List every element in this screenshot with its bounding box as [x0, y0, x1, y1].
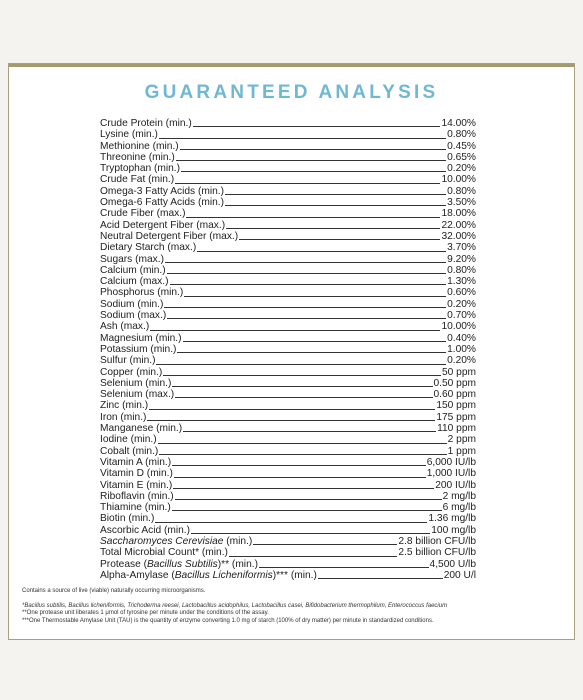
- nutrient-label: Calcium (max.): [100, 276, 169, 288]
- footnote-live-microorganisms: Contains a source of live (viable) naturally occurring microorganisms.: [22, 588, 206, 594]
- nutrient-label: Iron (min.): [100, 411, 147, 423]
- nutrient-label: Cobalt (min.): [100, 445, 159, 457]
- analysis-row: [100, 434, 476, 445]
- nutrient-label: Neutral Detergent Fiber (max.): [100, 230, 239, 242]
- leader-line: [197, 250, 446, 252]
- nutrient-value: 0.60 ppm: [433, 389, 476, 401]
- leader-line: [172, 464, 426, 466]
- nutrient-label: Iodine (min.): [100, 434, 157, 446]
- analysis-row: [100, 242, 476, 253]
- footnote-protease-unit: **One protease unit liberates 1 μmol of tyrosine per minute under the conditions of the assay.: [22, 610, 269, 617]
- nutrient-label: Sulfur (min.): [100, 355, 156, 367]
- analysis-row: [100, 254, 476, 265]
- nutrient-label: Ash (max.): [100, 321, 150, 333]
- nutrient-value: 1.30%: [447, 276, 476, 288]
- nutrient-label: Vitamin D (min.): [100, 468, 173, 480]
- nutrient-value: 18.00%: [441, 208, 476, 220]
- nutrient-value: 0.70%: [447, 310, 476, 322]
- nutrient-label: Vitamin A (min.): [100, 456, 172, 468]
- analysis-row: [100, 163, 476, 174]
- analysis-row: [100, 457, 476, 468]
- footnote-amylase-unit: ***One Thermostable Amylase Unit (TAU) is the quantity of enzyme converting 1.0 mg of starch (100% of dry matter) per minute in standardized conditions.: [22, 617, 434, 624]
- analysis-row: [100, 344, 476, 355]
- analysis-row: [100, 197, 476, 208]
- nutrient-label: Ascorbic Acid (min.): [100, 524, 191, 536]
- nutrient-label: Acid Detergent Fiber (max.): [100, 219, 226, 231]
- nutrient-label: Riboflavin (min.): [100, 490, 174, 502]
- analysis-row: [100, 287, 476, 298]
- leader-line: [177, 351, 446, 353]
- analysis-row: [100, 389, 476, 400]
- nutrient-value: 3.50%: [447, 197, 476, 209]
- page-title: GUARANTEED ANALYSIS: [144, 82, 439, 103]
- nutrient-value: 0.45%: [447, 140, 476, 152]
- analysis-row: [100, 570, 476, 581]
- leader-line: [183, 340, 447, 342]
- analysis-row: [100, 186, 476, 197]
- nutrient-label: Lysine (min.): [100, 129, 158, 141]
- nutrient-value: 10.00%: [441, 174, 476, 186]
- analysis-row: [100, 231, 476, 242]
- nutrient-value: 10.00%: [441, 321, 476, 333]
- analysis-row: [100, 502, 476, 513]
- leader-line: [149, 408, 435, 410]
- analysis-row: [100, 276, 476, 287]
- leader-line: [175, 396, 432, 398]
- nutrient-label: Saccharomyces Cerevisiae (min.): [100, 535, 253, 547]
- nutrient-value: 0.80%: [447, 264, 476, 276]
- nutrient-label: Protease (Bacillus Subtilis)** (min.): [100, 558, 258, 570]
- leader-line: [167, 317, 446, 319]
- nutrient-label: Threonine (min.): [100, 151, 175, 163]
- nutrient-label: Selenium (max.): [100, 389, 175, 401]
- leader-line: [225, 204, 446, 206]
- analysis-row: [100, 118, 476, 129]
- analysis-row: [100, 525, 476, 536]
- leader-line: [163, 374, 441, 376]
- nutrient-value: 0.80%: [447, 129, 476, 141]
- analysis-row: [100, 355, 476, 366]
- nutrient-label: Sodium (min.): [100, 298, 164, 310]
- leader-line: [318, 577, 443, 579]
- nutrient-label: Sodium (max.): [100, 310, 167, 322]
- nutrient-value: 200 IU/lb: [435, 479, 476, 491]
- nutrient-value: 1.00%: [447, 343, 476, 355]
- nutrient-value: 0.65%: [447, 151, 476, 163]
- analysis-row: [100, 265, 476, 276]
- analysis-row: [100, 310, 476, 321]
- footnote-organisms: *Bacillus subtilis, Bacillus licheniformis, Trichoderma reesei, Lactobacillus acidophilus, Lactobacillus casei, Bifidobacterium thermophilum, Enterococcus faecium: [22, 602, 448, 609]
- analysis-row: [100, 513, 476, 524]
- analysis-row: [100, 547, 476, 558]
- leader-line: [180, 148, 446, 150]
- footnotes: [22, 588, 567, 625]
- leader-line: [174, 476, 426, 478]
- leader-line: [226, 227, 440, 229]
- analysis-row: [100, 208, 476, 219]
- nutrient-value: 22.00%: [441, 219, 476, 231]
- leader-line: [164, 306, 446, 308]
- nutrient-value: 2 ppm: [447, 434, 476, 446]
- analysis-list: [100, 118, 476, 581]
- leader-line: [175, 498, 442, 500]
- nutrient-label: Sugars (max.): [100, 253, 164, 265]
- leader-line: [239, 238, 440, 240]
- leader-line: [193, 125, 441, 127]
- leader-line: [183, 430, 436, 432]
- leader-line: [229, 555, 397, 557]
- nutrient-value: 0.80%: [447, 185, 476, 197]
- nutrient-value: 1.36 mg/lb: [428, 513, 476, 525]
- analysis-row: [100, 299, 476, 310]
- nutrient-value: 150 ppm: [436, 400, 476, 412]
- nutrient-value: 200 U/l: [443, 569, 476, 581]
- nutrient-value: 3.70%: [447, 242, 476, 254]
- leader-line: [147, 419, 435, 421]
- analysis-row: [100, 141, 476, 152]
- leader-line: [159, 453, 446, 455]
- nutrient-value: 175 ppm: [436, 411, 476, 423]
- nutrient-value: 2 mg/lb: [442, 490, 476, 502]
- nutrient-label: Omega-3 Fatty Acids (min.): [100, 185, 224, 197]
- nutrient-value: 9.20%: [447, 253, 476, 265]
- nutrient-value: 0.40%: [447, 332, 476, 344]
- leader-line: [172, 509, 442, 511]
- nutrient-value: 0.20%: [447, 355, 476, 367]
- analysis-row: [100, 468, 476, 479]
- nutrient-value: 0.20%: [447, 163, 476, 175]
- nutrient-value: 0.50 ppm: [433, 377, 476, 389]
- nutrient-label: Selenium (min.): [100, 377, 172, 389]
- leader-line: [159, 137, 446, 139]
- nutrient-label: Crude Fat (min.): [100, 174, 175, 186]
- nutrient-label: Magnesium (min.): [100, 332, 182, 344]
- leader-line: [186, 216, 440, 218]
- leader-line: [155, 521, 427, 523]
- nutrient-label: Crude Fiber (max.): [100, 208, 186, 220]
- leader-line: [173, 487, 434, 489]
- nutrient-value: 0.20%: [447, 298, 476, 310]
- nutrient-value: 1 ppm: [447, 445, 476, 457]
- analysis-row: [100, 367, 476, 378]
- nutrient-label: Copper (min.): [100, 366, 163, 378]
- leader-line: [181, 170, 446, 172]
- nutrient-value: 110 ppm: [437, 423, 476, 435]
- leader-line: [225, 193, 446, 195]
- leader-line: [150, 329, 440, 331]
- leader-line: [184, 295, 446, 297]
- nutrient-value: 100 mg/lb: [431, 524, 476, 536]
- nutrient-label: Calcium (min.): [100, 264, 166, 276]
- analysis-row: [100, 220, 476, 231]
- leader-line: [156, 363, 446, 365]
- nutrient-label: Total Microbial Count* (min.): [100, 547, 228, 559]
- analysis-row: [100, 480, 476, 491]
- nutrient-label: Biotin (min.): [100, 513, 155, 525]
- leader-line: [158, 442, 447, 444]
- nutrient-label: Potassium (min.): [100, 343, 177, 355]
- nutrient-label: Methionine (min.): [100, 140, 179, 152]
- analysis-row: [100, 152, 476, 163]
- nutrient-value: 6,000 IU/lb: [426, 456, 476, 468]
- nutrient-value: 32.00%: [441, 230, 476, 242]
- analysis-row: [100, 378, 476, 389]
- nutrient-label: Manganese (min.): [100, 423, 183, 435]
- analysis-row: [100, 174, 476, 185]
- nutrient-label: Omega-6 Fatty Acids (min.): [100, 197, 224, 209]
- analysis-row: [100, 400, 476, 411]
- nutrient-value: 14.00%: [441, 118, 476, 129]
- nutrient-label: Zinc (min.): [100, 400, 149, 412]
- analysis-row: [100, 129, 476, 140]
- nutrient-label: Alpha-Amylase (Bacillus Licheniformis)*** (min.): [100, 569, 317, 581]
- analysis-row: [100, 423, 476, 434]
- nutrient-value: 2.5 billion CFU/lb: [398, 547, 476, 559]
- nutrient-label: Phosphorus (min.): [100, 287, 184, 299]
- analysis-row: [100, 491, 476, 502]
- leader-line: [191, 532, 430, 534]
- leader-line: [259, 566, 429, 568]
- analysis-row: [100, 412, 476, 423]
- nutrient-value: 4,500 U/lb: [429, 558, 476, 570]
- nutrient-label: Thiamine (min.): [100, 502, 171, 514]
- analysis-row: [100, 321, 476, 332]
- analysis-row: [100, 559, 476, 570]
- nutrient-value: 0.60%: [447, 287, 476, 299]
- analysis-row: [100, 536, 476, 547]
- nutrient-value: 6 mg/lb: [442, 502, 476, 514]
- analysis-row: [100, 446, 476, 457]
- leader-line: [175, 182, 440, 184]
- nutrient-label: Tryptophan (min.): [100, 163, 181, 175]
- leader-line: [167, 272, 446, 274]
- leader-line: [253, 543, 397, 545]
- nutrient-value: 1,000 IU/lb: [426, 468, 476, 480]
- nutrient-label: Vitamin E (min.): [100, 479, 173, 491]
- nutrient-label: Dietary Starch (max.): [100, 242, 197, 254]
- nutrient-label: Crude Protein (min.): [100, 118, 192, 129]
- leader-line: [176, 159, 446, 161]
- nutrient-value: 2.8 billion CFU/lb: [398, 535, 476, 547]
- analysis-row: [100, 333, 476, 344]
- leader-line: [172, 385, 432, 387]
- panel-top-border: [9, 64, 574, 67]
- nutrient-value: 50 ppm: [442, 366, 476, 378]
- leader-line: [170, 283, 447, 285]
- leader-line: [165, 261, 446, 263]
